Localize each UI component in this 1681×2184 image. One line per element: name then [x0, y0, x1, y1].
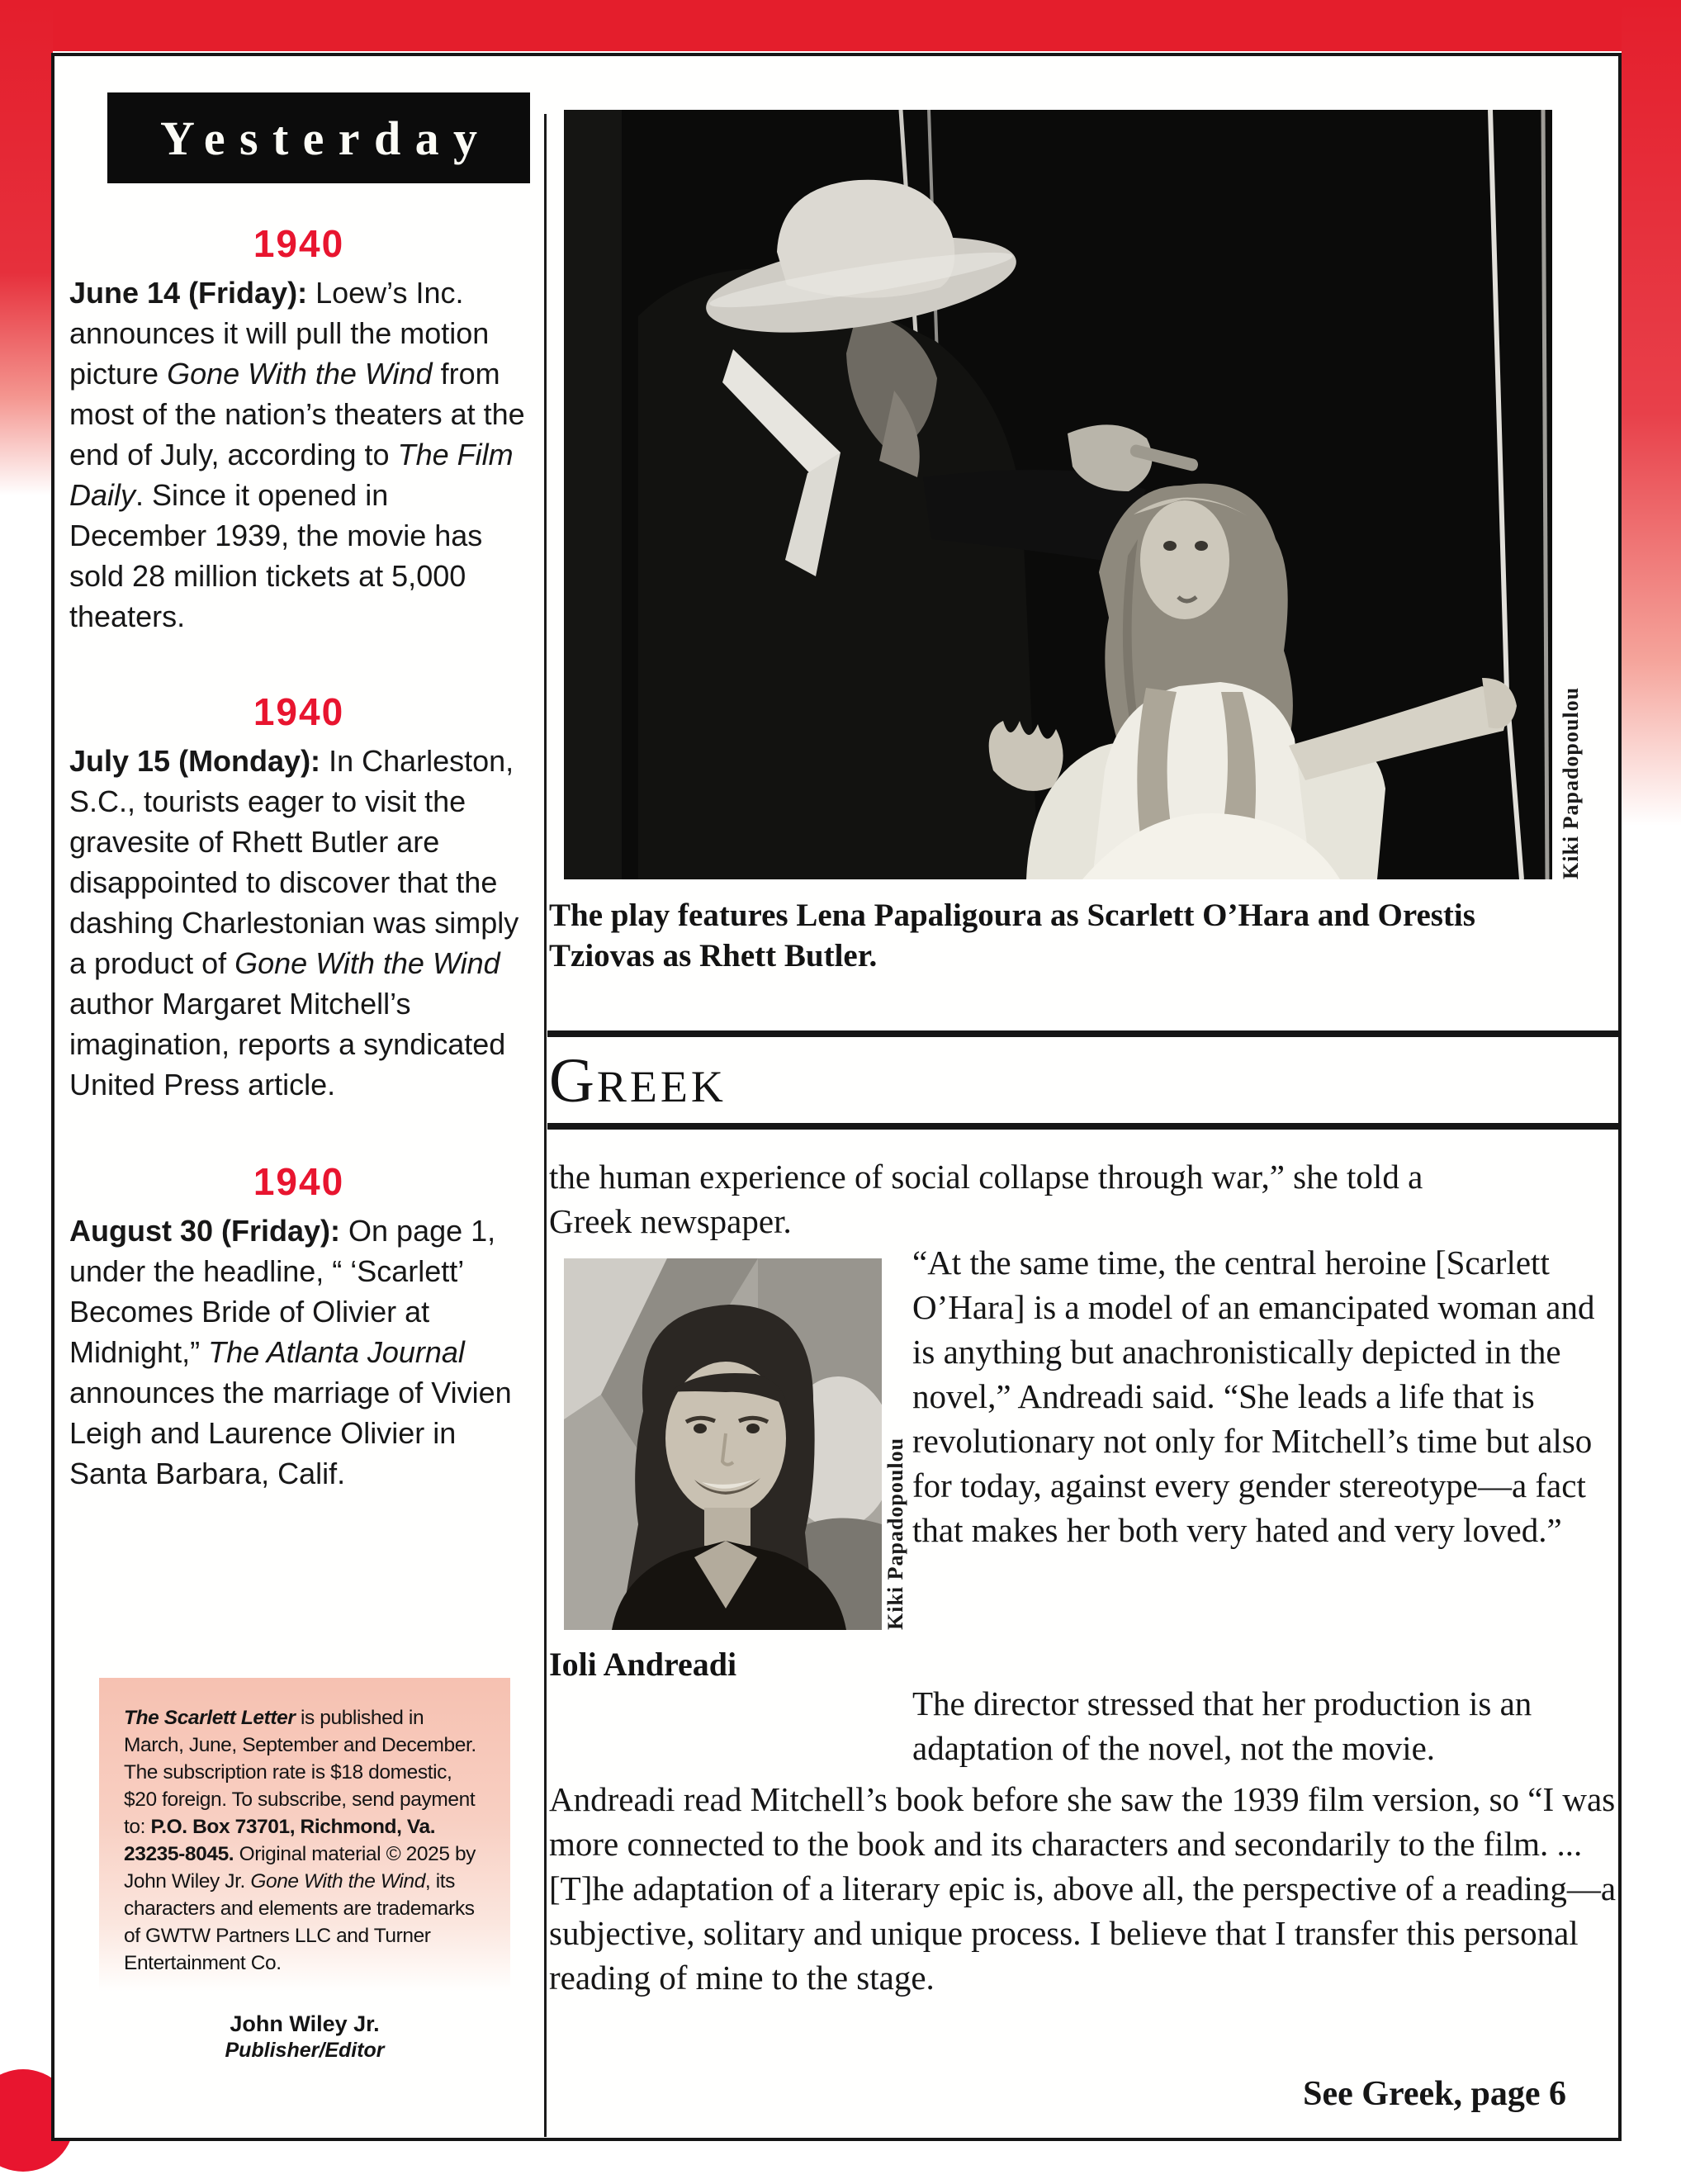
stage-photo-caption: The play features Lena Papaligoura as Scarlett O’Hara and Orestis Tziovas as Rhett Butler. — [549, 898, 1475, 974]
yesterday-entry — [69, 1159, 528, 1494]
director-paragraph: The director stressed that her production is an adaptation of the novel, not the movie. — [912, 1684, 1532, 1767]
entry-year: 1940 — [253, 222, 345, 265]
entry-year: 1940 — [253, 1160, 345, 1203]
section-title — [549, 1045, 727, 1117]
stage-photo-credit: Kiki Papadopoulou — [1559, 686, 1583, 879]
section-title-rest: REEK — [596, 1062, 727, 1111]
section-title-initial: G — [549, 1046, 597, 1116]
portrait-photo-credit: Kiki Papadopoulou — [883, 1437, 907, 1630]
entry-text: June 14 (Friday): Loew’s Inc. announces it will pull the motion picture Gone With the Wind from most of the nation’s theaters at the end of July, according to The Film Daily. Since it opened in December 1939, the movie has sold 28 million tickets at 5,000 theaters. — [69, 276, 525, 633]
red-border-left — [0, 0, 53, 495]
red-border-right — [1622, 0, 1681, 826]
column-divider — [544, 114, 547, 2137]
publisher-name: John Wiley Jr. — [230, 2011, 380, 2036]
jumpline: See Greek, page 6 — [1303, 2075, 1566, 2113]
yesterday-entry — [69, 689, 528, 1105]
entry-text: August 30 (Friday): On page 1, under the headline, “ ‘Scarlett’ Becomes Bride of Olivier at Midnight,” The Atlanta Journal announces the marriage of Vivien Leigh and Laurence Olivier in Santa Barbara, Calif. — [69, 1214, 512, 1490]
stage-photo — [564, 110, 1552, 879]
publisher-title: Publisher/Editor — [225, 2039, 385, 2062]
yesterday-entry — [69, 221, 528, 637]
entry-text: July 15 (Monday): In Charleston, S.C., tourists eager to visit the gravesite of Rhett Butler are disappointed to discover that the dashing Charlestonian was simply a product of Gone With the Wind author Margaret Mitchell’s imagination, reports a syndicated United Press article. — [69, 744, 519, 1101]
subscription-box: The Scarlett Letter is published in March, June, September and December. The subscription rate is $18 domestic, $20 foreign. To subscribe, send payment to: P.O. Box 73701, Richmond, Va. 23235-8045. Original material © 2025 by John Wiley Jr. Gone With the Wind, its characters and elements are trademarks of GWTW Partners LLC and Turner Entertainment Co. — [99, 1678, 510, 1992]
portrait-caption: Ioli Andreadi — [549, 1646, 737, 1683]
section-rule-bottom — [547, 1123, 1619, 1130]
portrait-photo — [564, 1258, 882, 1630]
publisher-block — [99, 2011, 510, 2063]
section-rule-top — [547, 1030, 1619, 1037]
continuation-paragraph: the human experience of social collapse through war,” she told a Greek newspaper. — [549, 1158, 1423, 1240]
red-border-top — [0, 0, 1681, 51]
quote-paragraph: “At the same time, the central heroine [Scarlett O’Hara] is a model of an emancipated woman and is anything but anachronistically depicted in the novel,” Andreadi said. “She leads a life that is revolutionary not only for Mitchell’s time but also for today, against every gender stereotype—a fact that makes her both very hated and very loved.” — [912, 1244, 1595, 1549]
yesterday-masthead: Yesterday — [107, 92, 530, 183]
entry-year: 1940 — [253, 690, 345, 733]
yesterday-column — [69, 92, 528, 1494]
closing-paragraph: Andreadi read Mitchell’s book before she saw the 1939 film version, so “I was more connected to the book and its characters and secondarily to the film. ... [T]he adaptation of a literary epic is, above all, the perspective of a reading—a subjective, solitary and unique process. I believe that I transfer this personal reading of mine to the stage. — [549, 1780, 1617, 1997]
